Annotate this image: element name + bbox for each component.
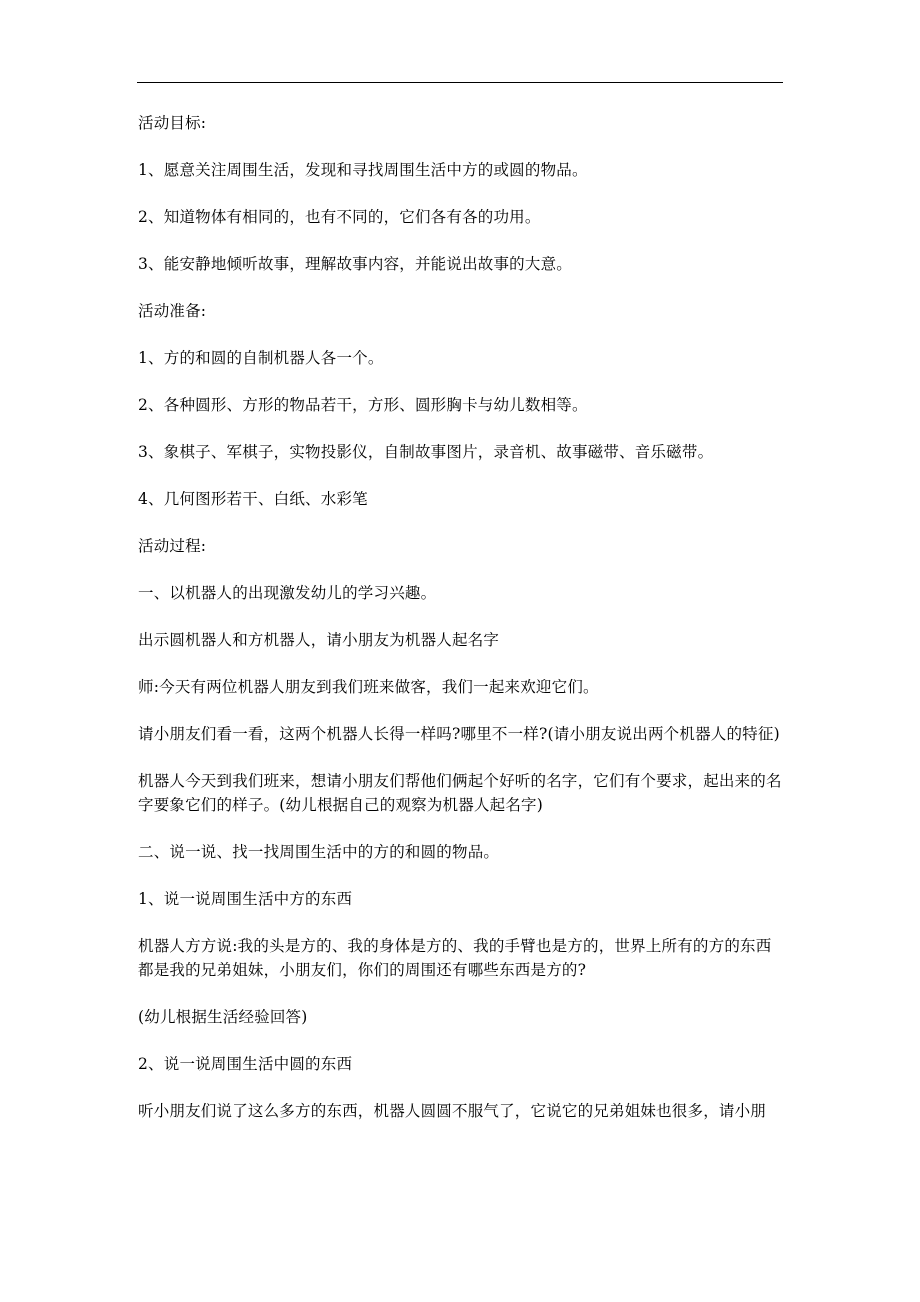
process-paragraph: 出示圆机器人和方机器人，请小朋友为机器人起名字 (138, 631, 500, 649)
process-paragraph: 听小朋友们说了这么多方的东西，机器人圆圆不服气了，它说它的兄弟姐妹也很多，请小朋 (138, 1102, 767, 1120)
preparation-item-3: 3、象棋子、军棋子，实物投影仪，自制故事图片，录音机、故事磁带、音乐磁带。 (138, 443, 714, 461)
goal-item-3: 3、能安静地倾听故事，理解故事内容，并能说出故事的大意。 (138, 255, 572, 273)
goal-item-2: 2、知道物体有相同的，也有不同的，它们各有各的功用。 (138, 208, 541, 226)
document-body (138, 111, 786, 1146)
section-heading-process: 活动过程: (138, 537, 207, 555)
header-rule (137, 82, 783, 83)
process-paragraph: 请小朋友们看一看，这两个机器人长得一样吗?哪里不一样?(请小朋友说出两个机器人的特征) (138, 725, 780, 743)
process-paragraph: 师:今天有两位机器人朋友到我们班来做客，我们一起来欢迎它们。 (138, 678, 599, 696)
section-heading-preparation: 活动准备: (138, 302, 207, 320)
goal-item-1: 1、愿意关注周围生活，发现和寻找周围生活中方的或圆的物品。 (138, 161, 588, 179)
process-paragraph: 机器人方方说:我的头是方的、我的身体是方的、我的手臂也是方的，世界上所有的方的东西都是我的兄弟姐妹，小朋友们，你们的周围还有哪些东西是方的? (138, 937, 772, 979)
process-substep-heading: 2、说一说周围生活中圆的东西 (138, 1055, 353, 1073)
process-substep-heading: 1、说一说周围生活中方的东西 (138, 890, 353, 908)
process-paragraph: (幼儿根据生活经验回答) (138, 1008, 308, 1026)
process-step-1-heading: 一、以机器人的出现激发幼儿的学习兴趣。 (138, 584, 437, 602)
section-heading-goals: 活动目标: (138, 114, 207, 132)
preparation-item-1: 1、方的和圆的自制机器人各一个。 (138, 349, 384, 367)
process-paragraph: 机器人今天到我们班来，想请小朋友们帮他们俩起个好听的名字，它们有个要求，起出来的名字要象它们的样子。(幼儿根据自己的观察为机器人起名字) (138, 772, 782, 814)
preparation-item-2: 2、各种圆形、方形的物品若干，方形、圆形胸卡与幼儿数相等。 (138, 396, 588, 414)
process-step-2-heading: 二、说一说、找一找周围生活中的方的和圆的物品。 (138, 843, 500, 861)
preparation-item-4: 4、几何图形若干、白纸、水彩笔 (138, 490, 368, 508)
